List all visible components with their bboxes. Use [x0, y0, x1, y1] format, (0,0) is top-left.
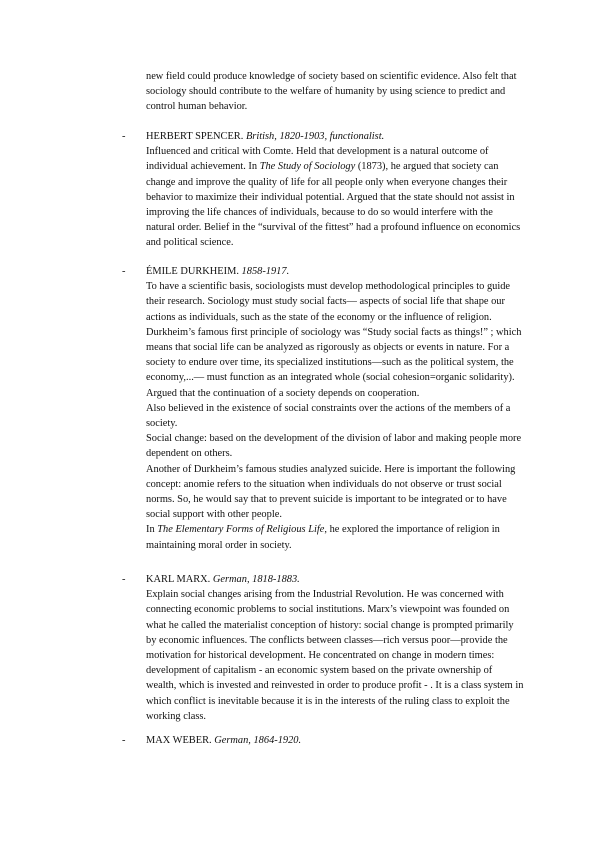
author-meta: British, 1820-1903, functionalist. [245, 131, 385, 142]
author-name: KARL MARX. [146, 574, 211, 585]
section-heading [146, 572, 524, 587]
author-name: ÉMILE DURKHEIM. [146, 266, 239, 277]
section-content [146, 572, 524, 724]
section-content [146, 129, 524, 251]
paragraph: Explain social changes arising from the Industrial Revolution. He was concerned with connecting economic problems to social institutions. Marx’s viewpoint was founded on what he called the materialist conception of history: social change is prompted primarily by economic influences. The conflicts between classes—rich versus poor—provide the motivation for historical development. He concentrated on change in modern times: development of capitalism - an economic system based on the private ownership of wealth, which is invested and reinvested in order to produce profit - . It is a class system in which conflict is inevitable because it is in the interests of the ruling class to exploit the working class. [146, 589, 524, 722]
section-heading [146, 129, 524, 144]
paragraph [146, 144, 524, 250]
paragraph-text: Influenced and critical with Comte. Held that development is a natural outcome of individual achievement. In [146, 146, 489, 173]
section-heading [146, 264, 524, 279]
book-title: The Study of Sociology [259, 161, 356, 173]
paragraph-text: , he explored the importance of religion in maintaining moral order in society. [146, 524, 500, 551]
paragraph: Social change: based on the development of the division of labor and making people more dependent on others. [146, 433, 522, 460]
section-content [146, 733, 524, 748]
paragraph: Another of Durkheim’s famous studies analyzed suicide. Here is important the following concept: anomie refers to the situation when individuals do not observe or trust social norms. So, he would say that to prevent suicide is important to be integrated or to have social support with other people. [146, 463, 516, 521]
book-title: The Elementary Forms of Religious Life [157, 524, 325, 536]
author-name: MAX WEBER. [146, 735, 212, 746]
bullet-dash: - [122, 574, 126, 585]
bullet-dash: - [122, 266, 126, 277]
paragraph: Also believed in the existence of social constraints over the actions of the members of a society. [146, 402, 511, 430]
section-heading [146, 733, 524, 748]
intro-paragraph: new field could produce knowledge of society based on scientific evidence. Also felt that sociology should contribute to the welfare of humanity by using science to predict and control human behavior. [146, 71, 517, 113]
bullet-dash: - [122, 131, 126, 142]
author-name: HERBERT SPENCER. [146, 131, 244, 142]
paragraph [146, 522, 524, 552]
author-meta: 1858-1917. [241, 266, 290, 277]
author-meta: German, 1818-1883. [212, 574, 300, 585]
author-meta: German, 1864-1920. [214, 735, 302, 746]
section-content [146, 264, 524, 553]
paragraph-text: In [146, 524, 158, 536]
paragraph-text: (1873), he argued that society can change and improve the quality of life for all people only when everyone changes their behavior to maximize their individual potential. Argued that the state should not assist in improving the life chances of individuals, because to do so would interfere with the natural order. Belief in the “survival of the fittest” had a profound influence on economics and political science. [146, 161, 521, 249]
bullet-dash: - [122, 735, 126, 746]
paragraph: To have a scientific basis, sociologists must develop methodological principles to guide their research. Sociology must study social facts— aspects of social life that shape our actions as individuals, such as the state of the economy or the influence of religion. Durkheim’s famous first principle of sociology was “Study social facts as things!” ; which means that social life can be analyzed as rigorously as objects or events in nature. For a society to endure over time, its specialized institutions—such as the political system, the economy,...— must function as an integrated whole (social cohesion=organic solidarity). Argued that the continuation of a society depends on cooperation. [146, 281, 522, 399]
